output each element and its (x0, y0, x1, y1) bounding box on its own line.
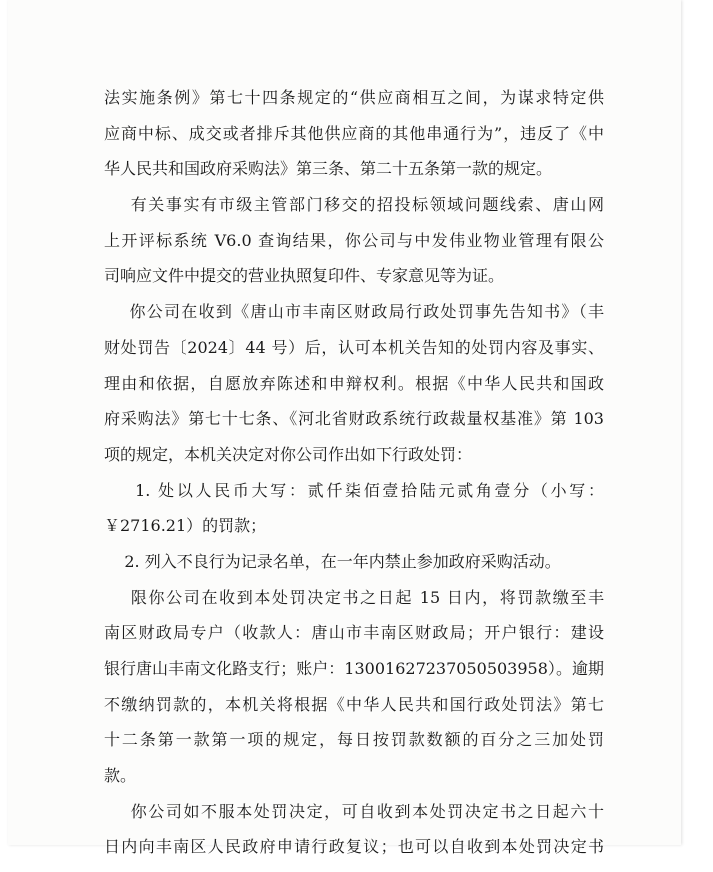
text-line: 应商中标、成交或者排斥其他供应商的其他串通行为”，违反了《中 (104, 123, 604, 143)
text-line: 你公司如不服本处罚决定，可自收到本处罚决定书之日起六十 (104, 801, 604, 821)
text-line: 项的规定，本机关决定对你公司作出如下行政处罚： (104, 444, 473, 464)
text-line: 十二条第一款第一项的规定，每日按罚款数额的百分之三加处罚 (104, 730, 604, 750)
document-page (8, 0, 681, 857)
text-line: ￥2716.21）的罚款； (104, 516, 267, 536)
text-line: 日内向丰南区人民政府申请行政复议；也可以自收到本处罚决定书 (104, 837, 604, 857)
text-line: 司响应文件中提交的营业执照复印件、专家意见等为证。 (104, 266, 505, 286)
text-line: 银行唐山丰南文化路支行；账户：13001627237050503958）。逾期 (104, 659, 604, 678)
text-line: 府采购法》第七十七条、《河北省财政系统行政裁量权基准》第 103 (104, 409, 604, 429)
text-line: 不缴纳罚款的，本机关将根据《中华人民共和国行政处罚法》第七 (104, 694, 604, 714)
text-line: 理由和依据，自愿放弃陈述和申辩权利。根据《中华人民共和国政 (104, 373, 604, 393)
text-line: 限你公司在收到本处罚决定书之日起 15 日内，将罚款缴至丰 (104, 587, 604, 607)
document-body (104, 87, 604, 872)
text-line: 财处罚告〔2024〕44 号）后，认可本机关告知的处罚内容及事实、 (104, 337, 604, 357)
text-line: 华人民共和国政府采购法》第三条、第二十五条第一款的规定。 (104, 159, 553, 179)
text-line: 款。 (104, 766, 137, 786)
text-line: 有关事实有市级主管部门移交的招投标领域问题线索、唐山网 (104, 195, 604, 215)
text-line: 1. 处以人民币大写：贰仟柒佰壹拾陆元贰角壹分（小写： (104, 480, 604, 500)
text-line: 南区财政局专户（收款人：唐山市丰南区财政局；开户银行：建设 (104, 623, 604, 643)
text-line: 你公司在收到《唐山市丰南区财政局行政处罚事先告知书》（丰 (104, 302, 604, 322)
text-line: 上开评标系统 V6.0 查询结果，你公司与中发伟业物业管理有限公 (104, 230, 604, 250)
text-line: 2. 列入不良行为记录名单，在一年内禁止参加政府采购活动。 (104, 551, 561, 571)
text-line: 法实施条例》第七十四条规定的“供应商相互之间，为谋求特定供 (104, 88, 604, 107)
